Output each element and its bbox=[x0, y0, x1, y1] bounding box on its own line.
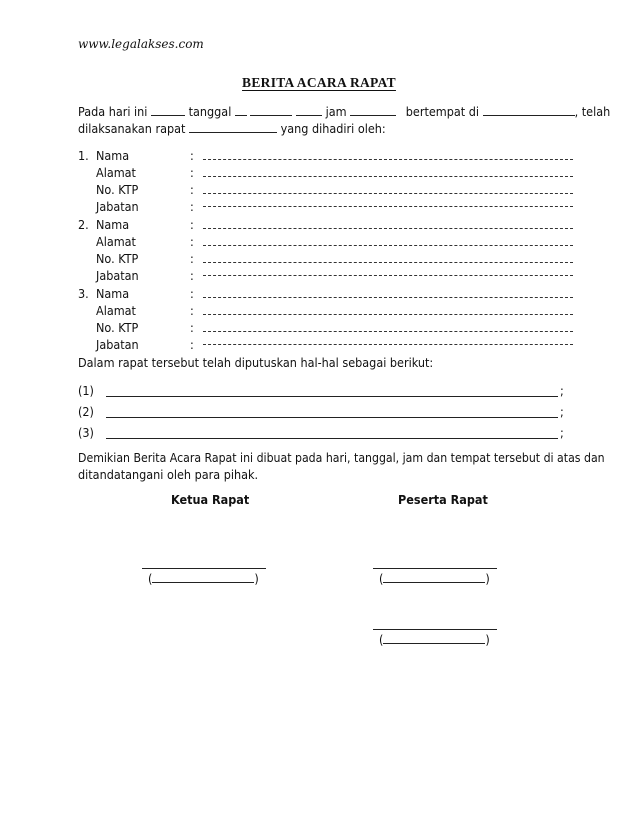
fill-line-attendee-3-jabatan bbox=[203, 344, 573, 345]
colon: : bbox=[190, 165, 194, 180]
attendee-3-number: 3. bbox=[78, 286, 89, 301]
blank-hari bbox=[151, 104, 185, 116]
chair-name-blank bbox=[152, 570, 254, 583]
attendee-2-number: 2. bbox=[78, 217, 89, 232]
intro-text-telah: , telah bbox=[574, 104, 611, 119]
colon: : bbox=[190, 320, 194, 335]
blank-tanggal-year bbox=[296, 104, 322, 116]
intro-line-1 bbox=[78, 104, 610, 119]
fill-line-attendee-1-jabatan bbox=[203, 206, 573, 207]
participant-2-name-blank bbox=[383, 631, 485, 644]
chair-signature-line bbox=[142, 568, 266, 569]
intro-text-hari: Pada hari ini bbox=[78, 104, 148, 119]
fill-line-attendee-3-ktp bbox=[203, 331, 573, 332]
decision-3-semicolon: ; bbox=[560, 425, 564, 440]
colon: : bbox=[190, 337, 194, 352]
fill-line-attendee-2-ktp bbox=[203, 262, 573, 263]
intro-text-dilaksanakan: dilaksanakan rapat bbox=[78, 121, 186, 136]
attendee-1-alamat-label: Alamat bbox=[96, 165, 136, 180]
website-url: www.legalakses.com bbox=[78, 37, 204, 51]
participant-2-signature-line bbox=[373, 629, 497, 630]
attendee-3-ktp-label: No. KTP bbox=[96, 320, 139, 335]
blank-tanggal-month bbox=[250, 104, 292, 116]
close-paren: ) bbox=[485, 632, 490, 647]
open-paren: ( bbox=[379, 632, 384, 647]
attendee-3-jabatan-label: Jabatan bbox=[96, 337, 139, 352]
colon: : bbox=[190, 303, 194, 318]
decision-2-semicolon: ; bbox=[560, 404, 564, 419]
colon: : bbox=[190, 199, 194, 214]
fill-line-attendee-2-nama bbox=[203, 228, 573, 229]
attendee-2-alamat-label: Alamat bbox=[96, 234, 136, 249]
participant-2-name-field bbox=[379, 631, 490, 647]
fill-line-attendee-1-nama bbox=[203, 159, 573, 160]
close-paren: ) bbox=[254, 571, 259, 586]
blank-jam bbox=[350, 104, 396, 116]
attendee-1-number: 1. bbox=[78, 148, 89, 163]
intro-text-tanggal: tanggal bbox=[188, 104, 232, 119]
colon: : bbox=[190, 268, 194, 283]
intro-line-2 bbox=[78, 121, 386, 136]
attendee-2-ktp-label: No. KTP bbox=[96, 251, 139, 266]
intro-text-jam: jam bbox=[325, 104, 347, 119]
participant-1-signature-line bbox=[373, 568, 497, 569]
participant-1-name-blank bbox=[383, 570, 485, 583]
blank-rapat bbox=[189, 121, 277, 133]
intro-text-tempat: bertempat di bbox=[405, 104, 480, 119]
decision-1-semicolon: ; bbox=[560, 383, 564, 398]
attendee-2-nama-label: Nama bbox=[96, 217, 130, 232]
decision-1-number: (1) bbox=[78, 383, 94, 398]
fill-line-attendee-1-alamat bbox=[203, 176, 573, 177]
decision-intro: Dalam rapat tersebut telah diputuskan hal-hal sebagai berikut: bbox=[78, 355, 434, 370]
attendee-3-alamat-label: Alamat bbox=[96, 303, 136, 318]
fill-line-attendee-3-alamat bbox=[203, 314, 573, 315]
attendee-3-nama-label: Nama bbox=[96, 286, 130, 301]
fill-line-attendee-3-nama bbox=[203, 297, 573, 298]
blank-tanggal-day bbox=[235, 104, 247, 116]
decision-2-number: (2) bbox=[78, 404, 94, 419]
close-paren: ) bbox=[485, 571, 490, 586]
attendee-1-ktp-label: No. KTP bbox=[96, 182, 139, 197]
colon: : bbox=[190, 217, 194, 232]
closing-line-2: ditandatangani oleh para pihak. bbox=[78, 467, 259, 482]
participants-heading: Peserta Rapat bbox=[398, 492, 488, 507]
colon: : bbox=[190, 182, 194, 197]
intro-text-dihadiri: yang dihadiri oleh: bbox=[280, 121, 386, 136]
closing-line-1: Demikian Berita Acara Rapat ini dibuat pada hari, tanggal, jam dan tempat tersebut di atas dan bbox=[78, 451, 605, 465]
decision-1-line bbox=[106, 396, 558, 397]
decision-3-line bbox=[106, 438, 558, 439]
open-paren: ( bbox=[379, 571, 384, 586]
open-paren: ( bbox=[148, 571, 153, 586]
attendee-1-jabatan-label: Jabatan bbox=[96, 199, 139, 214]
colon: : bbox=[190, 251, 194, 266]
fill-line-attendee-1-ktp bbox=[203, 193, 573, 194]
colon: : bbox=[190, 286, 194, 301]
decision-2-line bbox=[106, 417, 558, 418]
fill-line-attendee-2-jabatan bbox=[203, 275, 573, 276]
participant-1-name-field bbox=[379, 570, 490, 586]
chair-heading: Ketua Rapat bbox=[171, 492, 250, 507]
colon: : bbox=[190, 234, 194, 249]
blank-tempat bbox=[483, 104, 575, 116]
fill-line-attendee-2-alamat bbox=[203, 245, 573, 246]
attendee-1-nama-label: Nama bbox=[96, 148, 130, 163]
attendee-2-jabatan-label: Jabatan bbox=[96, 268, 139, 283]
document-title: BERITA ACARA RAPAT bbox=[242, 75, 396, 90]
chair-name-field bbox=[148, 570, 259, 586]
colon: : bbox=[190, 148, 194, 163]
decision-3-number: (3) bbox=[78, 425, 94, 440]
